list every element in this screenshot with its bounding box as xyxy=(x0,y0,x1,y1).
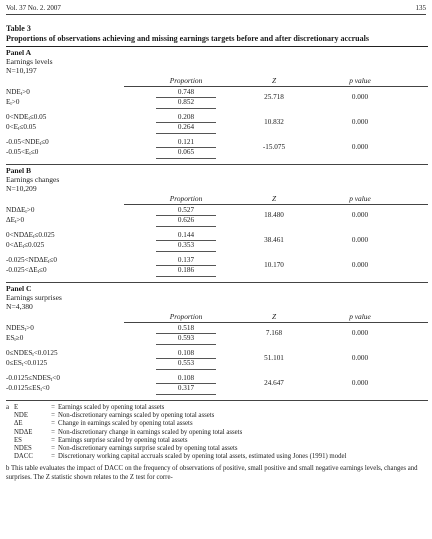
p-value: 0.000 xyxy=(351,329,369,337)
cell-rule xyxy=(156,97,216,98)
row-label-nondiscretionary-var: NDES xyxy=(6,324,25,332)
col-z: Z xyxy=(271,76,277,85)
row-label-nondiscretionary-cond: ≤0.025 xyxy=(34,231,55,239)
equals-sign: = xyxy=(51,445,55,453)
z-statistic: 24.647 xyxy=(264,379,284,387)
p-value: 0.000 xyxy=(351,236,369,244)
note-mark xyxy=(6,437,14,445)
note-abbreviation: ΔE xyxy=(14,420,23,428)
note-mark xyxy=(6,420,14,428)
row-label-nondiscretionary-cond: <0 xyxy=(52,374,60,382)
cell-rule xyxy=(156,240,216,241)
row-label-nondiscretionary-cond: ≤0.05 xyxy=(29,113,47,121)
row-label-nondiscretionary-sub: t xyxy=(50,378,53,383)
row-label-nondiscretionary-var: NDE xyxy=(13,113,29,121)
row-label-reported-pre: 0< xyxy=(6,241,14,249)
row-label-nondiscretionary-sub: t xyxy=(39,142,42,147)
panel-subtitle: Earnings surprises xyxy=(6,293,62,302)
page-number: 135 xyxy=(415,4,426,12)
cell-rule xyxy=(156,147,216,148)
note-description: Non-discretionary earnings surprise scaled by opening total assets xyxy=(58,445,238,453)
panel-subtitle: Earnings levels xyxy=(6,57,53,66)
row-label-reported-pre: 0< xyxy=(6,123,14,131)
note-definition xyxy=(6,420,428,428)
row-label-nondiscretionary xyxy=(6,113,46,122)
row-label-nondiscretionary-var: NDES xyxy=(32,374,51,382)
col-p-value: p value xyxy=(349,312,371,321)
row-label-nondiscretionary-cond: <0.0125 xyxy=(33,349,58,357)
panel-title: Panel C xyxy=(6,284,32,293)
row-label-nondiscretionary-var: NDE xyxy=(25,138,40,146)
note-abbreviation: DACC xyxy=(14,453,33,461)
row-label-reported xyxy=(6,148,38,157)
note-description: Non-discretionary earnings scaled by opening total assets xyxy=(58,412,215,420)
p-value: 0.000 xyxy=(351,354,369,362)
z-statistic: 10.832 xyxy=(264,118,284,126)
row-label-reported xyxy=(6,359,47,368)
row-label-nondiscretionary-sub: t xyxy=(24,328,27,333)
col-p-value: p value xyxy=(349,76,371,85)
row-label-reported-var: ES xyxy=(13,359,22,367)
table-label: Table 3 xyxy=(6,24,31,33)
row-label-reported-var: ΔE xyxy=(28,266,38,274)
row-label-reported-cond: ≥0 xyxy=(15,334,24,342)
row-label-nondiscretionary-cond: >0 xyxy=(26,324,34,332)
note-description: Non-discretionary change in earnings scaled by opening total assets xyxy=(58,428,243,436)
row-label-reported-sub: t xyxy=(40,388,42,393)
row-label-nondiscretionary-var: NDE xyxy=(6,88,21,96)
row-label-reported-var: ΔE xyxy=(6,216,16,224)
row-label-reported-sub: t xyxy=(14,338,16,343)
column-headers xyxy=(6,193,428,204)
cell-rule xyxy=(156,251,216,252)
journal-volume: Vol. 37 No. 2. 2007 xyxy=(6,4,61,12)
proportion-nondiscretionary: 0.108 xyxy=(177,374,195,382)
note-description: Earnings scaled by opening total assets xyxy=(58,404,165,411)
row-label-nondiscretionary-pre: -0.0125≤ xyxy=(6,374,33,382)
row-label-nondiscretionary xyxy=(6,349,58,358)
proportion-reported: 0.186 xyxy=(177,266,195,274)
proportion-reported: 0.593 xyxy=(177,334,195,342)
note-definition xyxy=(6,437,428,445)
cell-rule xyxy=(156,265,216,266)
col-proportion: Proportion xyxy=(169,76,203,85)
col-z: Z xyxy=(271,194,277,203)
equals-sign: = xyxy=(51,428,55,436)
row-label-nondiscretionary-cond: ≤0 xyxy=(41,138,49,146)
row-label-reported-cond: ≤0.025 xyxy=(24,241,45,249)
note-description: Change in earnings scaled by opening total assets xyxy=(58,420,193,428)
row-label-reported-var: E xyxy=(6,98,11,106)
panel-divider xyxy=(6,282,428,283)
table-row-group xyxy=(6,112,428,137)
p-value: 0.000 xyxy=(351,379,369,387)
cell-rule xyxy=(156,358,216,359)
column-headers xyxy=(6,75,428,86)
note-b: b This table evaluates the impact of DACC on the frequency of observations of positive, small positive and small negative earnings levels, changes and surprises. The Z statistic shown relates to the Z test for corre- xyxy=(6,465,418,481)
row-label-nondiscretionary-pre: -0.025< xyxy=(6,256,29,264)
equals-sign: = xyxy=(51,404,55,411)
equals-sign: = xyxy=(51,453,55,461)
row-label-nondiscretionary xyxy=(6,256,57,265)
row-label-reported xyxy=(6,241,44,250)
equals-sign: = xyxy=(51,420,55,428)
row-label-reported-sub: t xyxy=(21,363,24,368)
table-title: Proportions of observations achieving and missing earnings targets before and after discretionary accruals xyxy=(6,34,369,43)
p-value: 0.000 xyxy=(351,93,369,101)
table-bottom-rule xyxy=(6,400,428,401)
proportion-reported: 0.553 xyxy=(177,359,195,367)
row-label-reported-cond: <0.0125 xyxy=(23,359,48,367)
note-definition xyxy=(6,445,428,453)
row-label-reported-pre: -0.05< xyxy=(6,148,26,156)
row-label-reported-var: ΔE xyxy=(13,241,23,249)
note-abbreviation: ES xyxy=(14,436,22,444)
proportion-nondiscretionary: 0.144 xyxy=(177,231,195,239)
row-label-nondiscretionary xyxy=(6,88,30,97)
col-proportion: Proportion xyxy=(169,312,203,321)
row-label-nondiscretionary-pre: 0< xyxy=(6,231,14,239)
cell-rule xyxy=(156,158,216,159)
cell-rule xyxy=(156,369,216,370)
row-label-nondiscretionary-sub: t xyxy=(25,210,27,215)
column-headers xyxy=(6,311,428,322)
row-label-reported-var: ES xyxy=(32,384,41,392)
equals-sign: = xyxy=(51,436,55,444)
p-value: 0.000 xyxy=(351,211,369,219)
row-label-reported-var: E xyxy=(25,148,30,156)
proportion-nondiscretionary: 0.137 xyxy=(177,256,195,264)
table-3 xyxy=(6,24,428,482)
proportion-reported: 0.264 xyxy=(177,123,195,131)
row-label-reported-cond: ≤0 xyxy=(30,148,39,156)
row-label-reported-pre: 0≤ xyxy=(6,359,14,367)
panel-n: N=10,209 xyxy=(6,184,37,193)
row-label-reported-cond: <0 xyxy=(41,384,50,392)
row-label-reported-var: E xyxy=(13,123,19,131)
z-statistic: 10.170 xyxy=(264,261,284,269)
row-label-nondiscretionary-cond: >0 xyxy=(26,206,35,214)
z-statistic: 51.101 xyxy=(264,354,284,362)
row-label-reported-cond: ≤0.05 xyxy=(19,123,36,131)
p-value: 0.000 xyxy=(351,143,369,151)
z-statistic: -15.075 xyxy=(262,143,286,151)
row-label-nondiscretionary-sub: t xyxy=(33,235,35,240)
row-label-nondiscretionary-pre: 0< xyxy=(6,113,14,121)
row-label-reported-pre: -0.025< xyxy=(6,266,29,274)
proportion-nondiscretionary: 0.527 xyxy=(177,206,195,214)
row-label-nondiscretionary-cond: >0 xyxy=(22,88,30,96)
table-row-group xyxy=(6,137,428,162)
row-label-nondiscretionary-var: NDΔE xyxy=(13,231,34,239)
header-rule xyxy=(6,14,426,15)
row-label-reported-sub: t xyxy=(22,245,25,250)
row-label-nondiscretionary xyxy=(6,138,49,147)
row-label-reported-pre: -0.0125≤ xyxy=(6,384,33,392)
row-label-nondiscretionary xyxy=(6,324,34,333)
row-label-reported-sub: t xyxy=(15,220,17,225)
cell-rule xyxy=(156,344,216,345)
row-label-nondiscretionary-var: NDΔE xyxy=(6,206,26,214)
table-panels xyxy=(6,48,428,398)
panel-subtitle: Earnings changes xyxy=(6,175,60,184)
row-label-nondiscretionary-pre: -0.05< xyxy=(6,138,26,146)
proportion-nondiscretionary: 0.518 xyxy=(177,324,195,332)
p-value: 0.000 xyxy=(351,261,369,269)
table-row-group xyxy=(6,323,428,348)
cell-rule xyxy=(156,333,216,334)
row-label-nondiscretionary-sub: t xyxy=(28,117,30,122)
proportion-reported: 0.852 xyxy=(177,98,195,106)
note-abbreviation: E xyxy=(14,404,19,411)
proportion-reported: 0.065 xyxy=(177,148,195,156)
note-definition xyxy=(6,404,428,412)
row-label-reported-cond: ≤0 xyxy=(39,266,47,274)
note-mark xyxy=(6,445,14,453)
proportion-nondiscretionary: 0.208 xyxy=(177,113,195,121)
row-label-reported-sub: t xyxy=(37,270,40,275)
note-description: Discretionary working capital accruals scaled by opening total assets, estimated using Jones (1991) model xyxy=(58,453,347,461)
row-label-reported-sub: t xyxy=(10,102,12,107)
cell-rule xyxy=(156,133,216,134)
note-abbreviation: NDES xyxy=(14,445,32,453)
row-label-nondiscretionary-pre: 0≤ xyxy=(6,349,14,357)
note-abbreviation: NDΔE xyxy=(14,428,33,436)
col-z: Z xyxy=(271,312,277,321)
row-label-nondiscretionary xyxy=(6,231,55,240)
note-mark xyxy=(6,429,14,437)
note-definition xyxy=(6,412,428,420)
cell-rule xyxy=(156,383,216,384)
z-statistic: 38.461 xyxy=(264,236,284,244)
cell-rule xyxy=(156,276,216,277)
cell-rule xyxy=(156,122,216,123)
table-top-rule xyxy=(6,46,428,47)
table-row-group xyxy=(6,205,428,230)
proportion-nondiscretionary: 0.121 xyxy=(177,138,195,146)
row-label-reported-cond: >0 xyxy=(16,216,25,224)
row-label-reported-cond: >0 xyxy=(11,98,20,106)
row-label-nondiscretionary-sub: t xyxy=(20,92,23,97)
row-label-nondiscretionary xyxy=(6,206,34,215)
row-label-reported xyxy=(6,334,23,343)
z-statistic: 7.168 xyxy=(265,329,283,337)
note-mark xyxy=(6,453,14,461)
row-label-reported-sub: t xyxy=(29,152,31,157)
cell-rule xyxy=(156,226,216,227)
panel-title: Panel A xyxy=(6,48,32,57)
proportion-nondiscretionary: 0.748 xyxy=(177,88,195,96)
note-description: Earnings surprise scaled by opening total assets xyxy=(58,436,188,444)
note-definition xyxy=(6,453,428,461)
row-label-reported xyxy=(6,123,36,132)
row-label-reported xyxy=(6,384,50,393)
row-label-reported xyxy=(6,266,47,275)
table-row-group xyxy=(6,348,428,373)
row-label-reported xyxy=(6,98,19,107)
row-label-nondiscretionary-sub: t xyxy=(32,353,34,358)
table-row-group xyxy=(6,255,428,280)
table-notes xyxy=(6,404,428,461)
z-statistic: 18.480 xyxy=(264,211,284,219)
row-label-reported-sub: t xyxy=(18,127,20,132)
table-row-group xyxy=(6,373,428,398)
note-mark: a xyxy=(6,404,10,411)
equals-sign: = xyxy=(51,412,55,420)
row-label-nondiscretionary xyxy=(6,374,60,383)
p-value: 0.000 xyxy=(351,118,369,126)
row-label-nondiscretionary-var: NDES xyxy=(13,349,33,357)
col-proportion: Proportion xyxy=(169,194,203,203)
proportion-reported: 0.626 xyxy=(177,216,195,224)
row-label-reported xyxy=(6,216,24,225)
row-label-reported-var: ES xyxy=(6,334,15,342)
cell-rule xyxy=(156,215,216,216)
z-statistic: 25.718 xyxy=(264,93,284,101)
proportion-reported: 0.317 xyxy=(177,384,195,392)
row-label-nondiscretionary-sub: t xyxy=(48,260,50,265)
panel-title: Panel B xyxy=(6,166,32,175)
row-label-nondiscretionary-cond: ≤0 xyxy=(49,256,57,264)
proportion-nondiscretionary: 0.108 xyxy=(177,349,195,357)
table-row-group xyxy=(6,230,428,255)
note-mark xyxy=(6,412,14,420)
proportion-reported: 0.353 xyxy=(177,241,195,249)
panel-divider xyxy=(6,164,428,165)
panel-n: N=10,197 xyxy=(6,66,37,75)
running-head xyxy=(6,2,426,14)
cell-rule xyxy=(156,394,216,395)
cell-rule xyxy=(156,108,216,109)
col-p-value: p value xyxy=(349,194,371,203)
table-row-group xyxy=(6,87,428,112)
note-abbreviation: NDE xyxy=(14,412,28,420)
panel-n: N=4,380 xyxy=(6,302,33,311)
note-definition xyxy=(6,429,428,437)
row-label-nondiscretionary-var: NDΔE xyxy=(28,256,49,264)
